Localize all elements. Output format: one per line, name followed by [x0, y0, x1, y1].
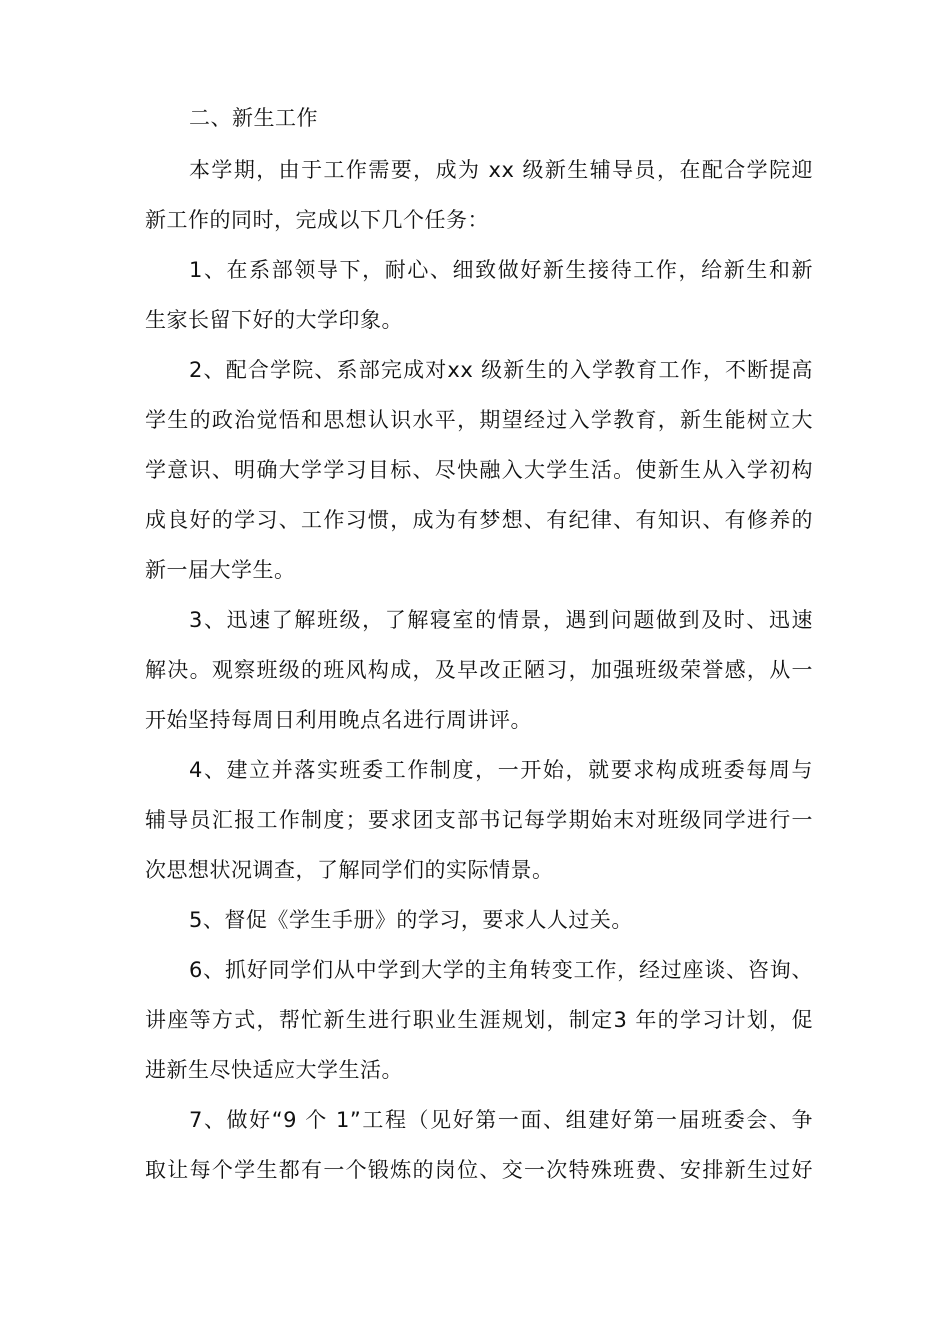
intro-line-2: 新工作的同时，完成以下几个任务： — [145, 208, 489, 232]
item-3-line-2: 解决。观察班级的班风构成，及早改正陋习，加强班级荣誉感，从一 — [145, 658, 813, 682]
item-7-line-1: 7、做好“9 个 1”工程（见好第一面、组建好第一届班委会、争 — [189, 1108, 813, 1132]
item-1-line-2: 生家长留下好的大学印象。 — [145, 308, 403, 332]
item-4-line-3: 次思想状况调查，了解同学们的实际情景。 — [145, 858, 554, 882]
item-6-line-3: 进新生尽快适应大学生活。 — [145, 1058, 403, 1082]
item-2-line-1: 2、配合学院、系部完成对xx 级新生的入学教育工作，不断提高 — [189, 358, 813, 382]
item-6-line-2: 讲座等方式，帮忙新生进行职业生涯规划，制定3 年的学习计划，促 — [145, 1008, 813, 1032]
intro-line-1: 本学期，由于工作需要，成为 xx 级新生辅导员，在配合学院迎 — [189, 158, 813, 182]
item-2-line-3: 学意识、明确大学学习目标、尽快融入大学生活。使新生从入学初构 — [145, 458, 813, 482]
item-3-line-1: 3、迅速了解班级，了解寝室的情景，遇到问题做到及时、迅速 — [189, 608, 813, 632]
item-4-line-1: 4、建立并落实班委工作制度，一开始，就要求构成班委每周与 — [189, 758, 813, 782]
item-4-line-2: 辅导员汇报工作制度；要求团支部书记每学期始末对班级同学进行一 — [145, 808, 813, 832]
item-3-line-3: 开始坚持每周日利用晚点名进行周讲评。 — [145, 708, 532, 732]
item-2-line-5: 新一届大学生。 — [145, 558, 296, 582]
item-7-line-2: 取让每个学生都有一个锻炼的岗位、交一次特殊班费、安排新生过好 — [145, 1158, 813, 1182]
item-2-line-2: 学生的政治觉悟和思想认识水平，期望经过入学教育，新生能树立大 — [145, 408, 813, 432]
item-6-line-1: 6、抓好同学们从中学到大学的主角转变工作，经过座谈、咨询、 — [189, 958, 813, 982]
item-5-line-1: 5、督促《学生手册》的学习，要求人人过关。 — [189, 908, 633, 932]
item-2-line-4: 成良好的学习、工作习惯，成为有梦想、有纪律、有知识、有修养的 — [145, 508, 813, 532]
item-1-line-1: 1、在系部领导下，耐心、细致做好新生接待工作，给新生和新 — [189, 258, 813, 282]
section-heading: 二、新生工作 — [189, 106, 318, 130]
